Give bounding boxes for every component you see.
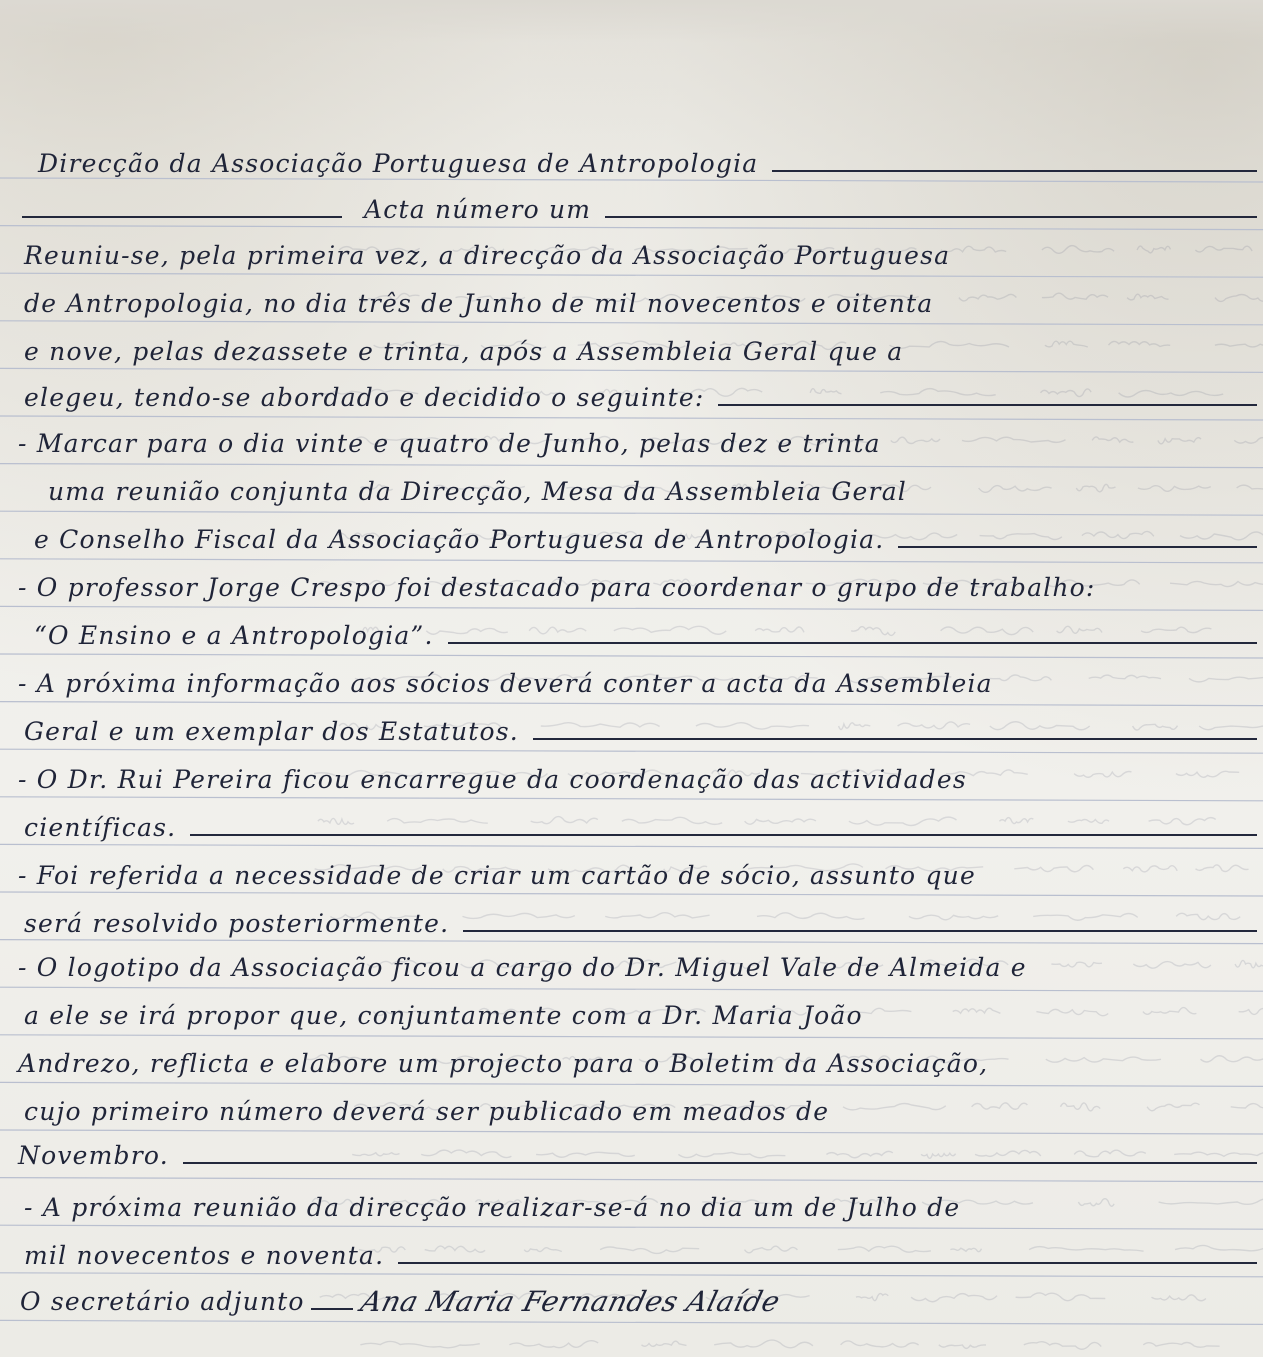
- minutes-line-text: Geral e um exemplar dos Estatutos.: [24, 717, 519, 746]
- line-filler-dash: [190, 834, 1257, 836]
- minutes-line-text: de Antropologia, no dia três de Junho de mil novecentos e oitenta: [24, 289, 934, 318]
- minutes-line: [0, 614, 1263, 654]
- document-subheading: Acta número um: [364, 195, 592, 224]
- minutes-line-text: - O Dr. Rui Pereira ficou encarregue da coordenação das actividades: [18, 765, 967, 794]
- minutes-line: [0, 376, 1263, 416]
- signature-line: [0, 1280, 1263, 1320]
- minutes-line-text: - A próxima informação aos sócios deverá conter a acta da Assembleia: [18, 669, 993, 698]
- minutes-line-text: Reuniu-se, pela primeira vez, a direcção da Associação Portuguesa: [24, 241, 951, 270]
- minutes-line: [0, 282, 1263, 322]
- minutes-line: [0, 994, 1263, 1034]
- minutes-line: [0, 710, 1263, 750]
- minutes-line: [0, 1090, 1263, 1130]
- line-filler-dash: [398, 1262, 1257, 1264]
- minutes-line-text: “O Ensino e a Antropologia”.: [34, 621, 434, 650]
- line-filler-dash: [22, 216, 342, 218]
- line-filler-dash: [718, 404, 1257, 406]
- minutes-line: [0, 518, 1263, 558]
- minutes-line: [0, 662, 1263, 702]
- handwritten-signature: Ana Maria Fernandes Alaíde: [357, 1285, 784, 1318]
- document-heading: Direcção da Associação Portuguesa de Antropologia: [38, 149, 759, 178]
- minutes-line-text: - Marcar para o dia vinte e quatro de Junho, pelas dez e trinta: [18, 429, 881, 458]
- line-filler-dash: [605, 216, 1257, 218]
- minutes-line-text: - Foi referida a necessidade de criar um cartão de sócio, assunto que: [18, 861, 976, 890]
- minutes-line: [0, 330, 1263, 370]
- minutes-line: [0, 854, 1263, 894]
- minutes-line-text: e nove, pelas dezassete e trinta, após a Assembleia Geral que a: [24, 337, 904, 366]
- minutes-line: [0, 470, 1263, 510]
- minutes-line: [0, 902, 1263, 942]
- minutes-line-text: científicas.: [24, 813, 177, 842]
- minutes-line: [0, 806, 1263, 846]
- closing-label: O secretário adjunto: [20, 1287, 305, 1316]
- line-filler-dash: [463, 930, 1257, 932]
- line-filler-dash: [772, 170, 1257, 172]
- subheading-line: [0, 188, 1263, 228]
- minutes-line: [0, 1134, 1263, 1174]
- line-filler-dash: [898, 546, 1257, 548]
- heading-line: [0, 142, 1263, 182]
- minutes-line-text: - O professor Jorge Crespo foi destacado para coordenar o grupo de trabalho:: [18, 573, 1096, 602]
- minutes-line-text: uma reunião conjunta da Direcção, Mesa da Assembleia Geral: [48, 477, 908, 506]
- minutes-line-text: cujo primeiro número deverá ser publicado em meados de: [24, 1097, 830, 1126]
- minutes-line-text: a ele se irá propor que, conjuntamente com a Dr. Maria João: [24, 1001, 863, 1030]
- minutes-line: [0, 1186, 1263, 1226]
- minutes-line-text: mil novecentos e noventa.: [24, 1241, 385, 1270]
- line-filler-dash: [183, 1162, 1257, 1164]
- minutes-line: [0, 422, 1263, 462]
- minutes-line: [0, 1234, 1263, 1274]
- minutes-line-text: Novembro.: [18, 1141, 169, 1170]
- minutes-line: [0, 758, 1263, 798]
- minutes-line: [0, 234, 1263, 274]
- minutes-line: [0, 1042, 1263, 1082]
- minutes-line: [0, 946, 1263, 986]
- line-filler-dash: [533, 738, 1257, 740]
- minutes-line: [0, 566, 1263, 606]
- line-filler-dash: [311, 1308, 353, 1310]
- minutes-line-text: e Conselho Fiscal da Associação Portuguesa de Antropologia.: [34, 525, 885, 554]
- minutes-line-text: elegeu, tendo-se abordado e decidido o seguinte:: [24, 383, 705, 412]
- minutes-line-text: Andrezo, reflicta e elabore um projecto para o Boletim da Associação,: [18, 1049, 989, 1078]
- minutes-line-text: - A próxima reunião da direcção realizar-se-á no dia um de Julho de: [24, 1193, 961, 1222]
- minutes-line-text: - O logotipo da Associação ficou a cargo do Dr. Miguel Vale de Almeida e: [18, 953, 1027, 982]
- minutes-line-text: será resolvido posteriormente.: [24, 909, 450, 938]
- line-filler-dash: [448, 642, 1257, 644]
